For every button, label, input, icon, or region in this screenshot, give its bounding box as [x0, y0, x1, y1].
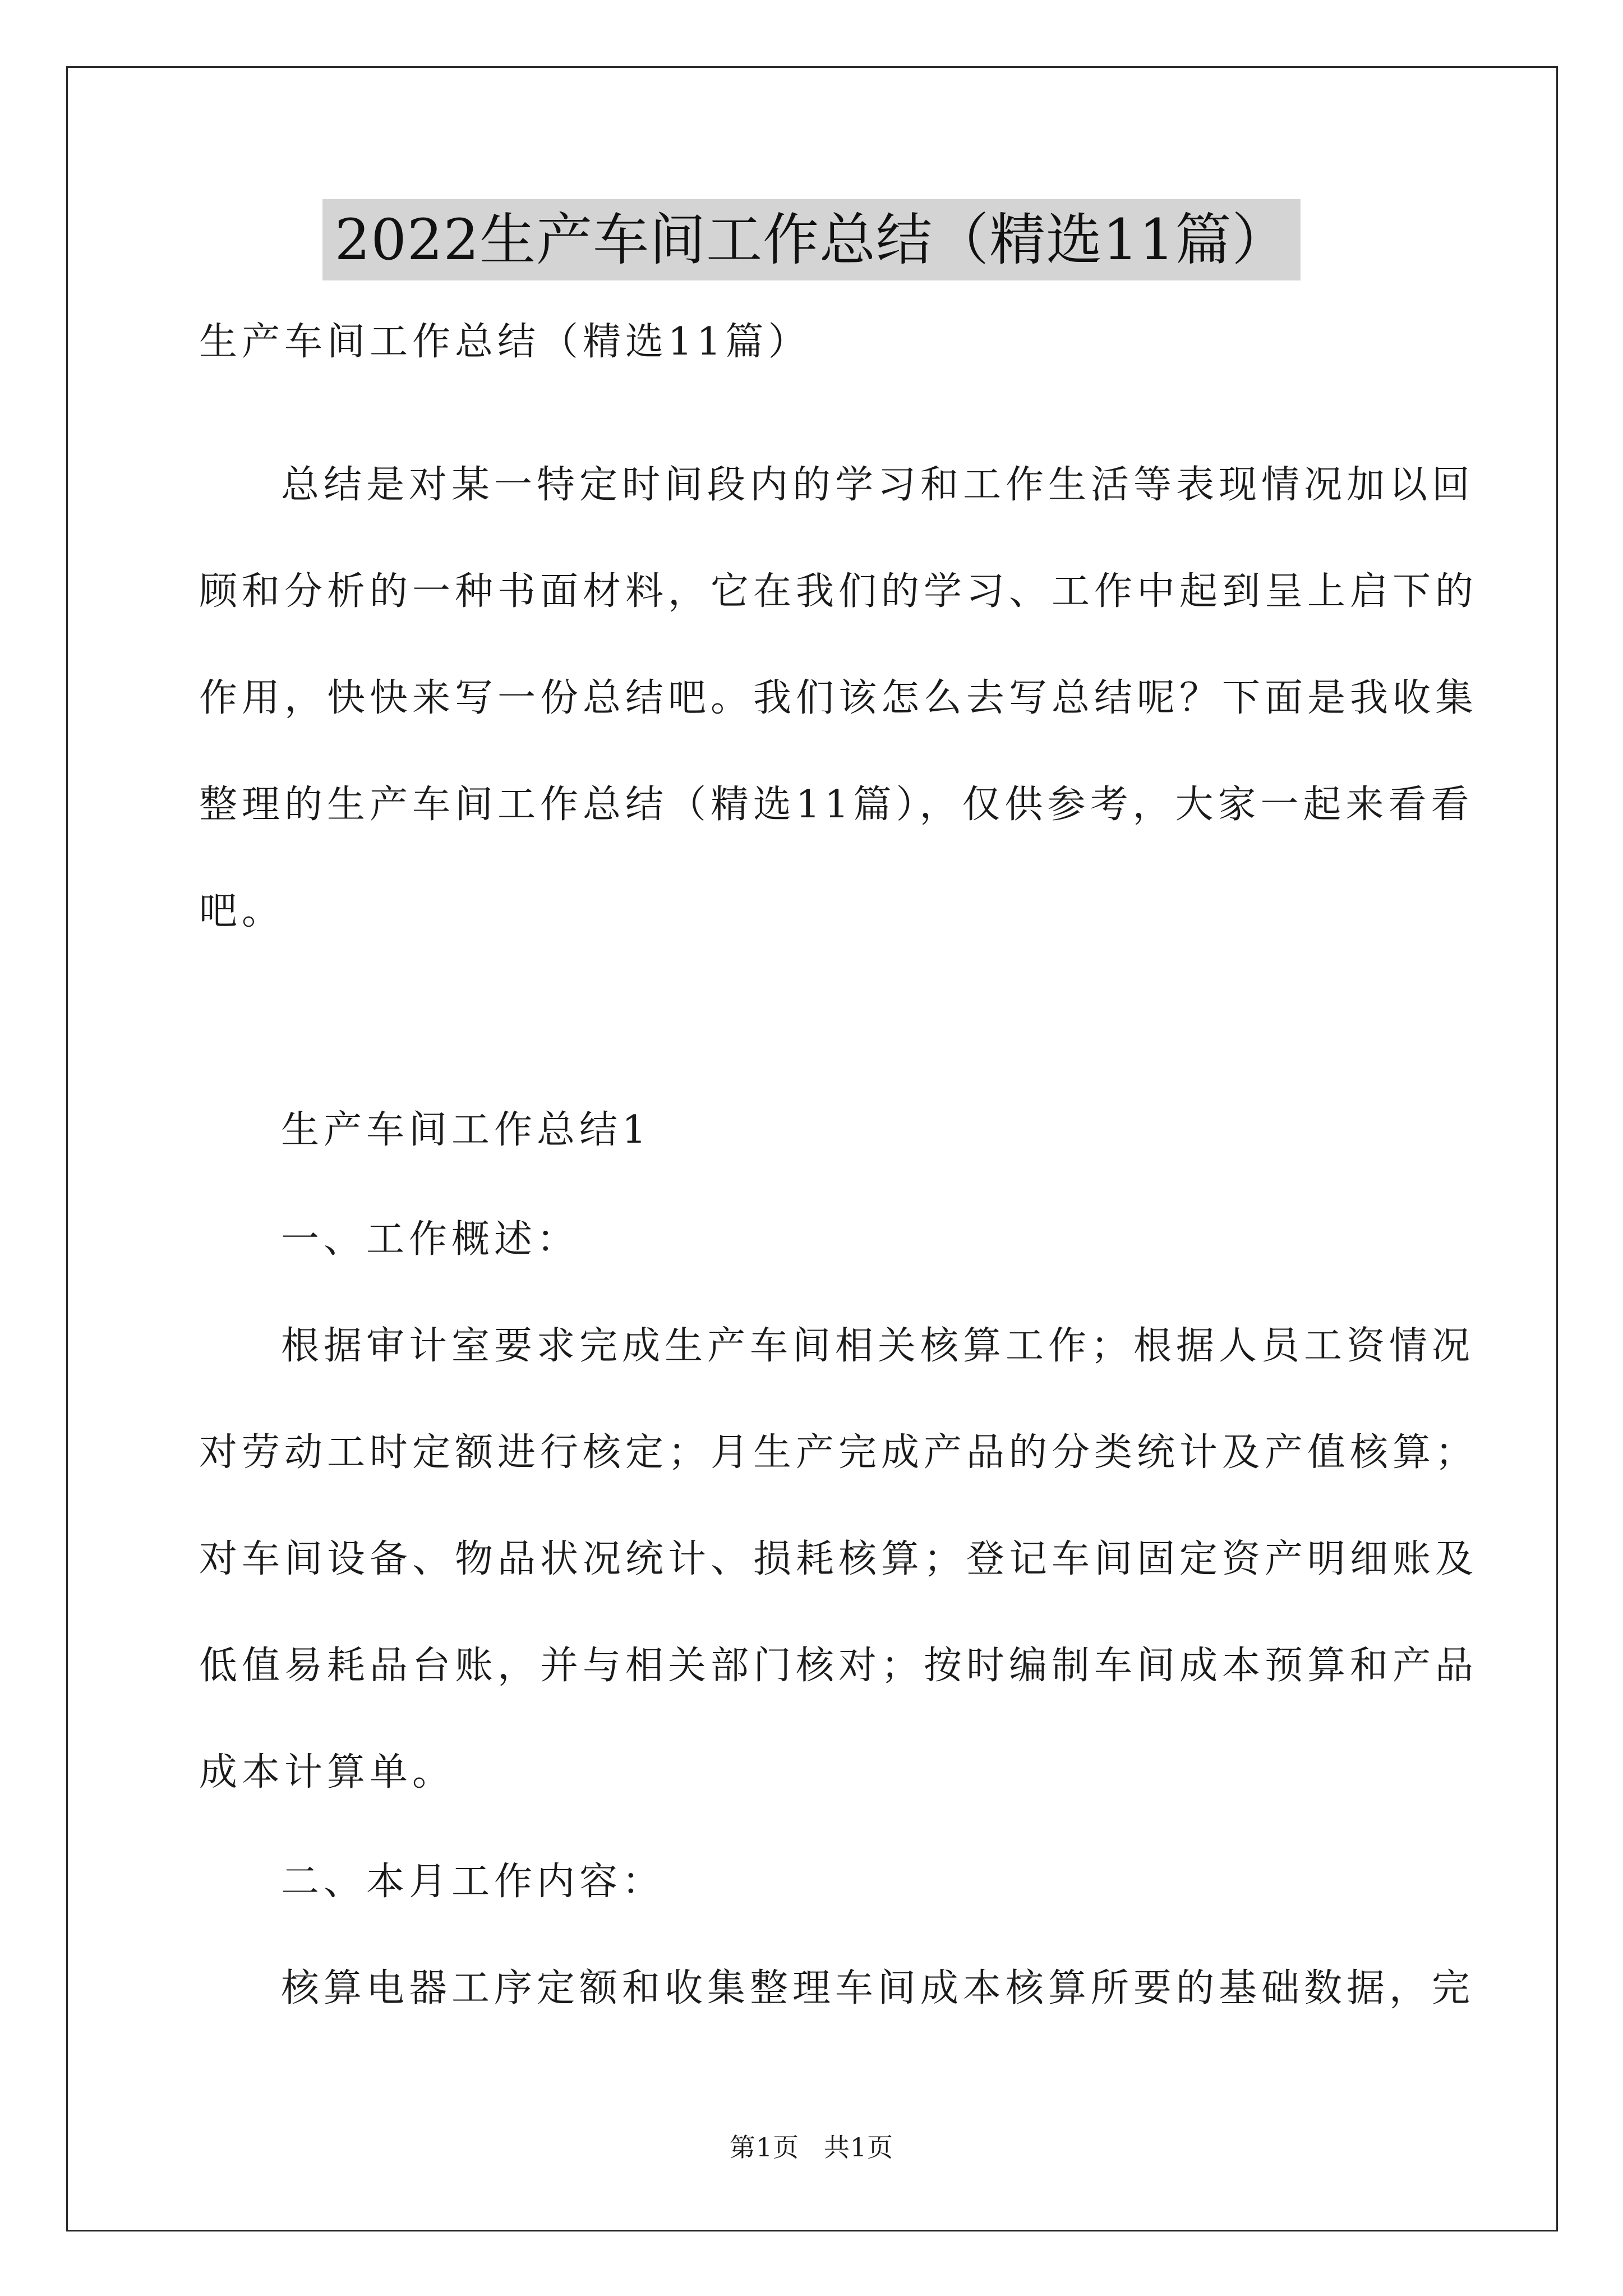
document-title: 2022生产车间工作总结（精选11篇）: [322, 199, 1301, 280]
part1-line: 对劳动工时定额进行核定；月生产完成产品的分类统计及产值核算；: [199, 1430, 1478, 1475]
part2-heading: 二、本月工作内容：: [281, 1860, 665, 1904]
page-number: 第1页: [729, 2132, 800, 2162]
part1-line: 根据审计室要求完成生产车间相关核算工作；根据人员工资情况: [281, 1324, 1475, 1368]
part1-heading: 一、工作概述：: [281, 1217, 580, 1262]
intro-paragraph: [199, 432, 1478, 965]
intro-line: 总结是对某一特定时间段内的学习和工作生活等表现情况加以回: [281, 463, 1475, 507]
part2-line: 核算电器工序定额和收集整理车间成本核算所要的基础数据，完: [281, 1966, 1475, 2010]
part1-paragraph: [199, 1293, 1478, 1826]
part1-line: 对车间设备、物品状况统计、损耗核算；登记车间固定资产明细账及: [199, 1537, 1478, 1581]
section1-heading-block: [199, 1077, 1427, 1184]
part2-paragraph: [199, 1935, 1475, 2042]
page-footer: [0, 2127, 1623, 2164]
part1-line: 低值易耗品台账，并与相关部门核对；按时编制车间成本预算和产品: [199, 1644, 1478, 1688]
intro-line: 吧。: [199, 889, 285, 933]
intro-line: 顾和分析的一种书面材料，它在我们的学习、工作中起到呈上启下的: [199, 569, 1478, 614]
part1-heading-block: [199, 1186, 1427, 1293]
page-total: 共1页: [823, 2132, 894, 2162]
part2-heading-block: [199, 1829, 1427, 1935]
intro-line: 作用，快快来写一份总结吧。我们该怎么去写总结呢？下面是我收集: [199, 676, 1478, 720]
document-subtitle: 生产车间工作总结（精选11篇）: [199, 320, 811, 364]
section-heading: 生产车间工作总结1: [281, 1108, 651, 1152]
part1-line: 成本计算单。: [199, 1750, 455, 1795]
title-container: [0, 199, 1623, 280]
intro-line: 整理的生产车间工作总结（精选11篇），仅供参考，大家一起来看看: [199, 783, 1474, 827]
